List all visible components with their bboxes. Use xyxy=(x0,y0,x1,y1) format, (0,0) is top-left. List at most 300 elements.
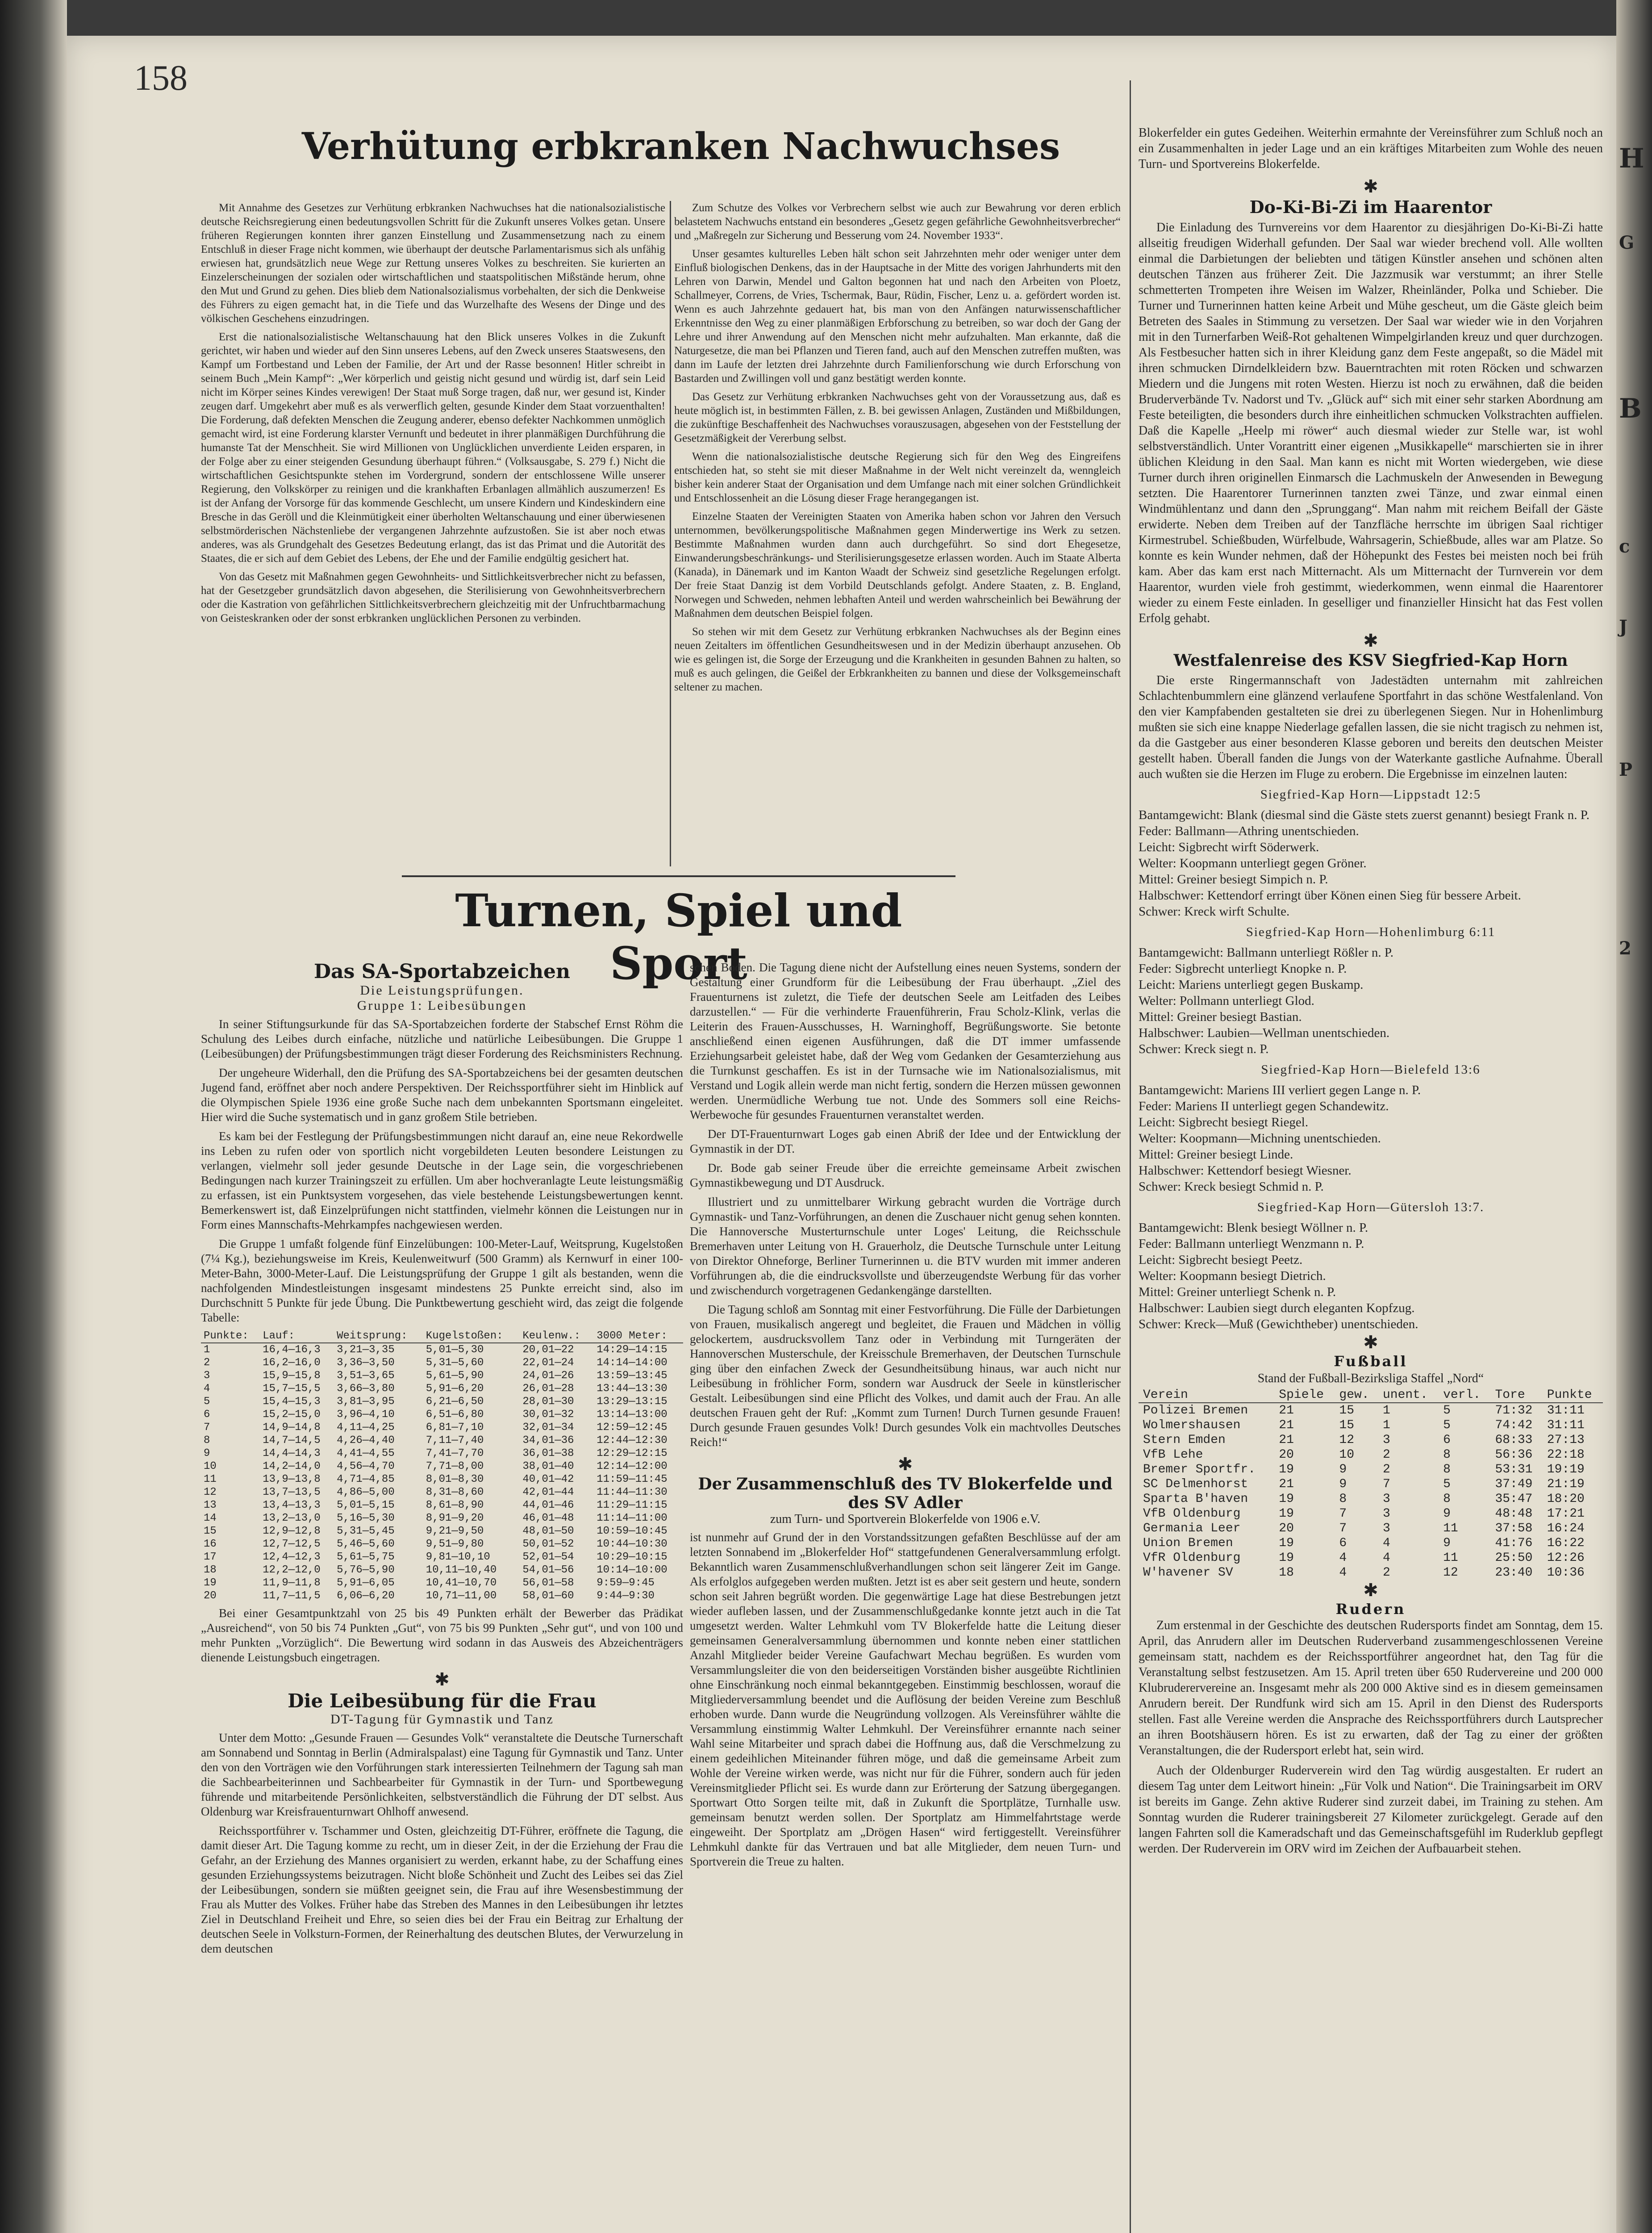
table-cell: 14,7—14,5 xyxy=(263,1434,321,1447)
column-divider xyxy=(670,201,671,866)
table-cell: 9:59—9:45 xyxy=(597,1577,655,1589)
table-cell: 13:44—13:30 xyxy=(597,1383,667,1395)
sa-paragraph: In seiner Stiftungsurkunde für das SA-Sportabzeichen forderte der Stabschef Ernst Röhm die Schulung des Leibes durch einfache, nützliche und natürliche Leibesübungen. Die Gruppe 1 (Leibesübungen) der Prüfungsbestimmungen trägt dieser Forderung des Reichsministers Rechnung. xyxy=(201,1017,683,1060)
westfalen-paragraph: Die erste Ringermannschaft von Jadestädten unternahm mit zahlreichen Schlachtenbummlern eine glänzend verlaufene Sportfahrt in das schöne Westfalenland. Von den vier Kampfabenden gestalteten sie drei zu überlegenen Siegen. Nur in Hohenlimburg mußten sie sich eine knappe Niederlage gefallen lassen, die sie nicht tragisch zu nehmen ist, da die Gastgeber aus einer besonderen Klasse geboren und bereits den deutschen Meister gestellt haben. Überall fanden die Jungs von der Waterkante gastliche Aufnahme. Überall auch wußten sie die Herzen im Fluge zu erobern. Die Ergebnisse im einzelnen lauten: xyxy=(1139,673,1603,781)
table-cell: 5,16—5,30 xyxy=(337,1512,395,1524)
table-cell: 5 xyxy=(1443,1404,1451,1418)
section-rule xyxy=(402,875,955,877)
league-table-column-header: Punkte xyxy=(1543,1388,1603,1403)
table-cell: 10:14—10:00 xyxy=(597,1564,667,1576)
table-cell: 5 xyxy=(1443,1477,1451,1491)
match-line: Welter: Pollmann unterliegt Glod. xyxy=(1139,994,1314,1008)
table-row xyxy=(201,1343,683,1356)
match-line: Mittel: Greiner unterliegt Schenk n. P. xyxy=(1139,1285,1336,1299)
match-line: Feder: Mariens II unterliegt gegen Schandewitz. xyxy=(1139,1099,1389,1113)
merger-subheading: zum Turn- und Sportverein Blokerfelde von 1906 e.V. xyxy=(770,1512,1041,1526)
points-table-column-header: 3000 Meter: xyxy=(594,1330,683,1343)
intro-paragraph: Mit Annahme des Gesetzes zur Verhütung erbkranken Nachwuchses hat die nationalsozialistische deutsche Reichsregierung einen bedeutungsvollen Schritt für die Zukunft unseres Volkes getan. Unsere früheren Regierungen konnten ihrer ganzen Einstellung und Zusammensetzung nach zu einem Entschluß in dieser Frage nicht kommen, wie überhaupt der deutsche Parlamentarismus sich als unfähig erwiesen hat, grundsätzlich neue Wege zur Rettung unseres Volkes zu beschreiten. Sie kurierten an Einzelerscheinungen der sozialen oder wirtschaftlichen und staatspolitischen Mißstände herum, ohne den Mut und Grund zu gehen. Dies blieb dem Nationalsozialismus vorbehalten, der sich die Denkweise des Führers zu eigen gemacht hat, in die Tiefe und das Wurzelhafte des Wesens der Dinge und des völkischen Geschehens einzudringen. xyxy=(201,202,666,325)
table-cell: 8 xyxy=(1339,1492,1347,1506)
match-header: Siegfried-Kap Horn—Bielefeld 13:6 xyxy=(1261,1062,1481,1077)
table-cell: 17:21 xyxy=(1547,1507,1585,1521)
table-cell: 5,61—5,75 xyxy=(337,1551,395,1563)
table-cell: 3 xyxy=(1382,1492,1390,1506)
table-cell: 13 xyxy=(204,1499,217,1511)
table-cell: 50,01—52 xyxy=(522,1538,574,1550)
separator-star: ✱ xyxy=(1363,1580,1378,1601)
table-cell: 37:58 xyxy=(1495,1522,1533,1535)
edge-fragment: c xyxy=(1619,536,1630,557)
table-cell: 14:29—14:15 xyxy=(597,1344,667,1356)
intro-paragraph: Von das Gesetz mit Maßnahmen gegen Gewohnheits- und Sittlichkeitsverbrecher nicht zu befassen, hat der Gesetzgeber grundsätzlich davon abgesehen, die Sterilisierung von Gewohnheitsverbrechern oder die Kastration von gefährlichen Sittlichkeitsverbrechern gleichzeitig mit der Unfruchtbarmachung von Geisteskranken oder der sonst erbkranken unglücklichen Personen zu verbinden. xyxy=(201,571,665,624)
table-cell: 12:26 xyxy=(1547,1551,1585,1565)
separator-star: ✱ xyxy=(1363,631,1378,651)
table-cell: 8 xyxy=(1443,1448,1451,1462)
separator-star: ✱ xyxy=(1363,1332,1378,1353)
table-row xyxy=(1139,1447,1603,1462)
table-row xyxy=(201,1538,683,1551)
table-cell: VfB Oldenburg xyxy=(1143,1507,1241,1521)
league-table-column-header: verl. xyxy=(1439,1388,1490,1403)
frau-heading: Die Leibesübung für die Frau xyxy=(288,1690,597,1712)
table-cell: 19 xyxy=(1279,1507,1294,1521)
table-cell: 1 xyxy=(204,1344,210,1356)
table-cell: 2 xyxy=(204,1357,210,1369)
sa-paragraph: Es kam bei der Festlegung der Prüfungsbestimmungen nicht darauf an, eine neue Rekordwelle ins Leben zu rufen oder von sportlich nicht vorgebildeten Leuten besondere Leistungen zu verlangen, vielmehr soll jeder gesunde Deutsche in der Lage sein, die vorgeschriebenen Bedingungen nach kurzer Trainingszeit zu erfüllen. Um aber hochveranlagte Leute leistungsmäßig zu erfassen, ist ein Punktsystem vorgesehen, das viele bestehende Leistungsbewertungen kennt. Bemerkenswert ist, daß Einzelprüfungen nicht stattfinden, vielmehr können die Leistungen nur in Form eines Mannschafts-Mehrkampfes nachgewiesen werden. xyxy=(201,1129,683,1231)
match-line: Schwer: Kreck besiegt Schmid n. P. xyxy=(1139,1179,1324,1194)
points-table-column-header: Punkte: xyxy=(201,1330,260,1343)
table-cell: 19 xyxy=(204,1577,217,1589)
table-cell: 21 xyxy=(1279,1433,1294,1447)
match-line: Feder: Ballmann—Athring unentschieden. xyxy=(1139,824,1359,838)
table-cell: 20 xyxy=(204,1590,217,1602)
table-cell: 11 xyxy=(1443,1522,1458,1535)
points-table-column-header: Kugelstoßen: xyxy=(423,1330,520,1343)
table-cell: 22:18 xyxy=(1547,1448,1585,1462)
table-row xyxy=(1139,1418,1603,1433)
table-cell: 8 xyxy=(204,1434,210,1447)
table-cell: 71:32 xyxy=(1495,1404,1533,1418)
table-cell: 8,91—9,20 xyxy=(426,1512,484,1524)
intro-paragraph: Unser gesamtes kulturelles Leben hält schon seit Jahrzehnten mehr oder weniger unter dem Einfluß biologischen Denkens, das in der Hauptsache in der Mitte des vorigen Jahrhunderts mit den Lehren von Darwin, Mendel und Galton begonnen hat und nach den Arbeiten von Ploetz, Schallmeyer, Correns, de Vries, Tschermak, Baur, Rüdin, Fischer, Lenz u. a. gefördert worden ist. Wenn es auch Jahrzehnte gedauert hat, bis man von den Anfängen naturwissenschaftlicher Erkenntnisse den Weg zu einer planmäßigen Erbforschung zu betreiben, so war doch der Gang der Lehre und ihrer Anwendung auf den Menschen nicht mehr aufzuhalten. Man erkannte, daß die Naturgesetze, die man bei Pflanzen und Tieren fand, auch auf den Menschen zutreffen mußten, was dann im Laufe der letzten drei Jahrzehnte durch Familienforschung wie durch Erforschung von Bastarden und Zwillingen voll und ganz bestätigt werden konnte. xyxy=(674,248,1121,385)
table-cell: 7 xyxy=(1339,1522,1347,1535)
table-row xyxy=(1139,1433,1603,1447)
sa-heading: Das SA-Sportabzeichen xyxy=(313,960,571,983)
table-cell: 2 xyxy=(1382,1463,1390,1476)
table-cell: 6,21—6,50 xyxy=(426,1396,484,1408)
table-row xyxy=(1139,1536,1603,1551)
table-cell: 21:19 xyxy=(1547,1477,1585,1491)
merger-heading: Der Zusammenschluß des TV Blokerfelde und des SV Adler xyxy=(698,1475,1113,1512)
table-cell: 21 xyxy=(1279,1418,1294,1432)
table-cell: 6 xyxy=(1339,1536,1347,1550)
frau-subheading: DT-Tagung für Gymnastik und Tanz xyxy=(330,1712,554,1727)
table-cell: 12:14—12:00 xyxy=(597,1460,667,1472)
separator-star: ✱ xyxy=(1363,176,1378,197)
edge-fragment: H xyxy=(1619,143,1644,174)
match-line: Schwer: Kreck—Muß (Gewichtheber) unentschieden. xyxy=(1139,1317,1418,1331)
match-line: Leicht: Sigbrecht besiegt Peetz. xyxy=(1139,1253,1303,1267)
table-cell: 6 xyxy=(204,1409,210,1421)
table-cell: 11:14—11:00 xyxy=(597,1512,667,1524)
table-cell: Bremer Sportfr. xyxy=(1143,1463,1256,1476)
table-cell: 13,4—13,3 xyxy=(263,1499,321,1511)
match-line: Bantamgewicht: Ballmann unterliegt Rößler n. P. xyxy=(1139,945,1394,960)
table-cell: 15 xyxy=(1339,1418,1355,1432)
match-header: Siegfried-Kap Horn—Gütersloh 13:7. xyxy=(1257,1200,1485,1214)
table-cell: 9,51—9,80 xyxy=(426,1538,484,1550)
table-cell: 20,01—22 xyxy=(522,1344,574,1356)
separator-star: ✱ xyxy=(434,1669,450,1690)
table-cell: 3,51—3,65 xyxy=(337,1370,395,1382)
table-row xyxy=(201,1512,683,1525)
book-spine xyxy=(0,0,67,2233)
table-cell: 4 xyxy=(1339,1566,1347,1580)
table-cell: 5,91—6,20 xyxy=(426,1383,484,1395)
intro-column-1 xyxy=(201,201,665,630)
table-cell: 15,4—15,3 xyxy=(263,1396,321,1408)
table-cell: 9 xyxy=(1339,1463,1347,1476)
table-cell: 10 xyxy=(204,1460,217,1472)
frau-paragraph: schen Boden. Die Tagung diene nicht der Aufstellung eines neuen Systems, sondern der Gestaltung einer Grundform für die Leibesübung der Frau überhaupt. „Ziel des Frauenturnens ist zuletzt, die Tiefe der deutschen Seele am Leitfaden des Leibes darzustellen.“ — Für die verhinderte Frauenführerin, Frau Scholz-Klink, verlas die Leiterin des Frauen-Ausschusses, H. Warninghoff, Begrüßungsworte. Sie betonte anschließend einen eigenen Ausführungen, daß die DT immer umfassende Erziehungsarbeit geleistet habe, daß der Weg vom Gedanken der Gesamterziehung aus die Turnkunst geschaffen. Es ist in der Turnsache wie im Nationalsozialismus, mit Verstand und Logik allein werde man nicht fertig, sondern die Herzen müssen gewonnen werden. Unermüdliche Werbung tue not. Unde des Sommers soll eine Reichs-Werbewoche für gesundes Frauenturnen veranstaltet werden. xyxy=(690,961,1121,1121)
match-line: Leicht: Sigbrecht besiegt Riegel. xyxy=(1139,1115,1309,1129)
table-cell: 3,96—4,10 xyxy=(337,1409,395,1421)
table-cell: 2 xyxy=(1382,1566,1390,1580)
table-cell: 8 xyxy=(1443,1492,1451,1506)
sa-paragraph: Bei einer Gesamtpunktzahl von 25 bis 49 Punkten erhält der Bewerber das Prädikat „Ausreichend“, von 50 bis 74 Punkten „Gut“, von 75 bis 99 Punkten „Sehr gut“, und von 100 und mehr Punkten „Vorzüglich“. Die Bewertung wird sodann in das Ausweis des Abzeichenträgers dienende Leistungsbuch eingetragen. xyxy=(201,1606,683,1664)
table-cell: 13:29—13:15 xyxy=(597,1396,667,1408)
table-cell: 7,71—8,00 xyxy=(426,1460,484,1472)
table-cell: Germania Leer xyxy=(1143,1522,1241,1535)
table-cell: 15,9—15,8 xyxy=(263,1370,321,1382)
table-cell: 10:59—10:45 xyxy=(597,1525,667,1537)
match-line: Schwer: Kreck siegt n. P. xyxy=(1139,1042,1269,1056)
table-cell: 3 xyxy=(204,1370,210,1382)
table-cell: Stern Emden xyxy=(1143,1433,1226,1447)
rudern-heading: Rudern xyxy=(1335,1601,1406,1618)
table-cell: 52,01—54 xyxy=(522,1551,574,1563)
table-row xyxy=(201,1499,683,1512)
table-cell: 42,01—44 xyxy=(522,1486,574,1498)
table-cell: 19 xyxy=(1279,1463,1294,1476)
column-divider xyxy=(1130,80,1131,2233)
table-row xyxy=(1139,1462,1603,1477)
table-cell: 10 xyxy=(1339,1448,1355,1462)
rudern-paragraph: Auch der Oldenburger Ruderverein wird den Tag würdig ausgestalten. Er rudert an diesem Tag unter dem Leitwort hinein: „Für Volk und Nation“. Die Trainingsarbeit im ORV ist bereits im Gange. Zehn aktive Ruderer sind zurzeit dabei, im Training zu stehen. Am Sonntag wurden die Ruderer trainingsbereit 27 Kilometer zurückgelegt. Gerade auf den langen Fahrten soll die Kameradschaft und das Gemeinschaftsgefühl im Ruderklub gepflegt werden. Der Ruderverein im ORV wird im Zeichen der Aufbauarbeit stehen. xyxy=(1139,1764,1603,1856)
table-cell: 18:20 xyxy=(1547,1492,1585,1506)
edge-fragment: G xyxy=(1619,232,1635,253)
table-cell: 31:11 xyxy=(1547,1418,1585,1432)
table-cell: 16:24 xyxy=(1547,1522,1585,1535)
table-row xyxy=(201,1589,683,1602)
table-cell: 12 xyxy=(1443,1566,1458,1580)
table-cell: 12:29—12:15 xyxy=(597,1447,667,1459)
table-cell: 10:36 xyxy=(1547,1566,1585,1580)
match-line: Leicht: Mariens unterliegt gegen Buskamp. xyxy=(1139,978,1364,992)
table-row xyxy=(1139,1551,1603,1565)
intro-column-2 xyxy=(674,201,1121,698)
table-cell: Union Bremen xyxy=(1143,1536,1233,1550)
match-line: Halbschwer: Kettendorf erringt über Könen einen Sieg für bessere Arbeit. xyxy=(1139,888,1521,903)
table-cell: 74:42 xyxy=(1495,1418,1533,1432)
table-cell: 21 xyxy=(1279,1477,1294,1491)
table-cell: 5,61—5,90 xyxy=(426,1370,484,1382)
table-cell: 34,01—36 xyxy=(522,1434,574,1447)
table-cell: 10,11—10,40 xyxy=(426,1564,497,1576)
haarentor-paragraph: Die Einladung des Turnvereins vor dem Haarentor zu diesjährigen Do-Ki-Bi-Zi hatte allseitig freudigen Widerhall gefunden. Der Saal war wieder brechend voll. Alle wollten einmal die Darbietungen der beliebten und tätigen Künstler ansehen und schönen alten deutschen Tänzen aus früherer Zeit. Die Jazzmusik war verstummt; an ihrer Stelle schmetterten Trompeten ihre Weisen im Walzer, Rheinländer, Polka und Schieber. Die Turner und Turnerinnen hatten keine Arbeit und Mühe gescheut, um die Gäste gleich beim Betreten des Saales in Stimmung zu versetzen. Der Saal war wieder wie in den Vorjahren mit in den Turnerfarben Weiß-Rot gehaltenen Wimpelgirlanden kreuz und quer durchzogen. Als Festbesucher hatten sich in ihrer Kleidung ganz dem Feste angepaßt, so die Mädel mit ihren schmucken Dirndelkleidern bzw. Bauerntrachten mit roten Röcken und schwarzen Miedern und die Jungens mit roten Westen. Hierzu ist noch zu erwähnen, daß die beiden Bruderverbände Tv. Nadorst und Tv. „Glück auf“ sich mit einer sehr starken Abordnung am Feste beteiligten, die besonders durch ihre einheitlichen schmucken Volkstrachten auffielen. Daß die Kapelle „Heelp mi röwer“ auch diesmal wieder zur Stelle war, ist wohl selbstverständlich. Unter Vorantritt einer eigenen „Musikkapelle“ marschierten sie in ihrer üblichen Kleidung in den Saal. Man kann es nicht mit Worten wiedergeben, wie diese Turner durch ihren originellen Einmarsch die Lachmuskeln der Anwesenden in Bewegung setzten. Die Haarentorer Turnerinnen tanzten zwei Tänze, und zwar einmal einen Windmühlentanz und dann den „Sprunggang“. Man nahm mit reichem Beifall der Gäste erwiderte. Neben dem Treiben auf der Tanzfläche herrschte im übrigen Saal richtiger Kirmestrubel. Schießbuden, Würfelbude, Wahrsagerin, Schießbude, alles war am Platze. So konnte es kein Wunder nehmen, daß der Höhepunkt des Festes bei meisten noch bei früh kam. Aber das kam erst nach Mitternacht. Als um Mitternacht der Turnverein vor dem Haarentor, wurden viele froh gestimmt, wiederkommen, wenn einmal die Haarentorer wieder zu einem Feste einladen. In geselliger und finanzieller Hinsicht hat das Fest vollen Erfolg gehabt. xyxy=(1139,221,1603,625)
edge-fragment: J xyxy=(1619,616,1627,637)
table-cell: 11,7—11,5 xyxy=(263,1590,321,1602)
table-cell: 4,86—5,00 xyxy=(337,1486,395,1498)
table-cell: 4,26—4,40 xyxy=(337,1434,395,1447)
table-cell: 13,7—13,5 xyxy=(263,1486,321,1498)
table-cell: 12:44—12:30 xyxy=(597,1434,667,1447)
frau-paragraph: Dr. Bode gab seiner Freude über die erreichte gemeinsame Arbeit zwischen Gymnastikbewegung und DT Ausdruck. xyxy=(690,1161,1121,1189)
middle-column xyxy=(690,960,1121,1873)
table-cell: 25:50 xyxy=(1495,1551,1533,1565)
table-cell: 38,01—40 xyxy=(522,1460,574,1472)
table-cell: 11:44—11:30 xyxy=(597,1486,667,1498)
table-cell: 4,41—4,55 xyxy=(337,1447,395,1459)
merger-closing-paragraph: Blokerfelder ein gutes Gedeihen. Weiterhin ermahnte der Vereinsführer zum Schluß noch an ein Zusammenhalten in jeder Lage und an ein kräftiges Mitarbeiten zum Wohle des neuen Turn- und Sportvereins Blokerfelde. xyxy=(1139,126,1603,171)
table-row xyxy=(201,1382,683,1395)
table-cell: 12 xyxy=(1339,1433,1355,1447)
table-cell: 5,31—5,45 xyxy=(337,1525,395,1537)
table-cell: 15 xyxy=(1339,1404,1355,1418)
table-row xyxy=(201,1525,683,1538)
table-cell: 11:29—11:15 xyxy=(597,1499,667,1511)
table-row xyxy=(1139,1521,1603,1536)
table-cell: 4 xyxy=(1339,1551,1347,1565)
table-row xyxy=(201,1473,683,1486)
league-table-column-header: Spiele xyxy=(1274,1388,1335,1403)
points-table-column-header: Keulenw.: xyxy=(520,1330,594,1343)
table-cell: 5,91—6,05 xyxy=(337,1577,395,1589)
league-table xyxy=(1139,1388,1603,1580)
league-table-column-header: gew. xyxy=(1335,1388,1378,1403)
table-cell: 10:29—10:15 xyxy=(597,1551,667,1563)
table-cell: 16,4—16,3 xyxy=(263,1344,321,1356)
table-cell: 10,71—11,00 xyxy=(426,1590,497,1602)
table-cell: 20 xyxy=(1279,1522,1294,1535)
table-cell: 10:44—10:30 xyxy=(597,1538,667,1550)
table-cell: Polizei Bremen xyxy=(1143,1404,1248,1418)
table-cell: VfB Lehe xyxy=(1143,1448,1203,1462)
table-cell: 54,01—56 xyxy=(522,1564,574,1576)
table-cell: 8,61—8,90 xyxy=(426,1499,484,1511)
league-table-column-header: unent. xyxy=(1378,1388,1439,1403)
table-cell: 13:14—13:00 xyxy=(597,1409,667,1421)
table-cell: 3,36—3,50 xyxy=(337,1357,395,1369)
table-cell: 28,01—30 xyxy=(522,1396,574,1408)
table-cell: 56:36 xyxy=(1495,1448,1533,1462)
table-row xyxy=(201,1395,683,1408)
table-cell: 15,2—15,0 xyxy=(263,1409,321,1421)
table-cell: 32,01—34 xyxy=(522,1422,574,1434)
match-line: Bantamgewicht: Blank (diesmal sind die Gäste stets zuerst genannt) besiegt Frank n. P. xyxy=(1139,808,1589,822)
table-cell: 12 xyxy=(204,1486,217,1498)
table-cell: 4 xyxy=(204,1383,210,1395)
table-cell: 16,2—16,0 xyxy=(263,1357,321,1369)
intro-paragraph: Wenn die nationalsozialistische deutsche Regierung sich für den Weg des Eingreifens entschieden hat, so steht sie mit dieser Maßnahme in der Welt nicht vereinzelt da, wenngleich bisher kein anderer Staat der Organisation und dem Umfange nach mit einer solchen Gründlichkeit und Entschlossenheit an die Lösung dieser Frage herangegangen ist. xyxy=(674,451,1121,504)
table-cell: 6,51—6,80 xyxy=(426,1409,484,1421)
table-cell: 19 xyxy=(1279,1492,1294,1506)
table-cell: 8 xyxy=(1443,1463,1451,1476)
edge-fragment: B xyxy=(1619,393,1642,424)
table-cell: 8,01—8,30 xyxy=(426,1473,484,1485)
table-cell: 24,01—26 xyxy=(522,1370,574,1382)
separator-star: ✱ xyxy=(897,1454,913,1475)
table-cell: 14,2—14,0 xyxy=(263,1460,321,1472)
match-line: Welter: Koopmann—Michning unentschieden. xyxy=(1139,1131,1381,1146)
table-cell: 9 xyxy=(1443,1536,1451,1550)
table-cell: 5,01—5,30 xyxy=(426,1344,484,1356)
frau-paragraph: Die Tagung schloß am Sonntag mit einer Festvorführung. Die Fülle der Darbietungen von Frauen, musikalisch angeregt und begleitet, die Frauen und Mädchen in völlig gelockertem, ausdrucksvollem Tanz oder in Verbindung mit Turngeräten der Hannoverschen Musterschule, der Kreisschule Bremerhaven, der Deutschen Turnschule ging über den einfachen Zweck der Gesundheitsübung hinaus, war auch nicht nur Leibesübung in fröhlicher Form, sondern war Ausdruck der Seele in künstlerischer Gestalt. Leibesübungen sind eine Pflicht des Volkes, und damit auch der Frau. An alle deutschen Frauen geht der Ruf: „Kommt zum Turnen! Durch Turnen gesunde Frauen! Durch gesunde Frauen gesundes Volk! Durch gesundes Volk ein machtvolles Deutsches Reich!“ xyxy=(690,1303,1121,1449)
match-line: Mittel: Greiner besiegt Bastian. xyxy=(1139,1010,1302,1024)
table-cell: 6,06—6,20 xyxy=(337,1590,395,1602)
match-line: Mittel: Greiner besiegt Simpich n. P. xyxy=(1139,872,1328,887)
table-cell: 48,01—50 xyxy=(522,1525,574,1537)
table-cell: 3 xyxy=(1382,1507,1390,1521)
table-cell: 13:59—13:45 xyxy=(597,1370,667,1382)
sa-paragraph: Die Gruppe 1 umfaßt folgende fünf Einzelübungen: 100-Meter-Lauf, Weitsprung, Kugelstoßen (7¼ Kg.), beziehungsweise im Kreis, Keulenweitwurf (500 Gramm) als Kernwurf in einer 100-Meter-Bahn, 3000-Meter-Lauf. Die Leistungsprüfung der Gruppe 1 gilt als bestanden, wenn die nachfolgenden Mindestleistungen insgesamt mindestens 25 Punkte erreicht sind, also im Durchschnitt 5 Punkte für jede Übung. Die Punktbewertung geschieht wird, das zeigt die folgende Tabelle: xyxy=(201,1237,683,1324)
match-line: Halbschwer: Laubien—Wellman unentschieden. xyxy=(1139,1026,1390,1040)
table-cell: 23:40 xyxy=(1495,1566,1533,1580)
table-cell: 12,7—12,5 xyxy=(263,1538,321,1550)
table-cell: Sparta B'haven xyxy=(1143,1492,1248,1506)
newspaper-page xyxy=(67,36,1616,2233)
table-cell: 27:13 xyxy=(1547,1433,1585,1447)
sa-article xyxy=(201,960,683,1961)
rudern-paragraph: Zum erstenmal in der Geschichte des deutschen Rudersports findet am Sonntag, dem 15. April, das Anrudern aller im Deutschen Ruderverband zusammengeschlossenen Vereine gemeinsam statt, nachdem es der Reichssportführer angeordnet hat, den Tag für die Veranstaltung selbst festzusetzen. Am 15. April treten über 650 Rudervereine und 200 000 Klubruderervereine an. Insgesamt mehr als 200 000 Aktive sind es in diesem gemeinsamen Anrudern bereit. Der Rundfunk wird sich am 15. April in den Dienst des Rudersports stellen. Fast alle Vereine werden die Ansprache des Reichssportführers durch Lautsprecher an ihren Bootshäusern hören. Es ist zu erwarten, daß der Tag zu einer der größten Veranstaltungen, die der Rudersport erlebt hat, sein wird. xyxy=(1139,1618,1603,1757)
table-cell: 5,01—5,15 xyxy=(337,1499,395,1511)
match-line: Leicht: Sigbrecht wirft Söderwerk. xyxy=(1139,840,1319,854)
match-line: Schwer: Kreck wirft Schulte. xyxy=(1139,904,1290,919)
table-cell: 19:19 xyxy=(1547,1463,1585,1476)
table-cell: Wolmershausen xyxy=(1143,1418,1241,1432)
match-line: Halbschwer: Laubien siegt durch eleganten Kopfzug. xyxy=(1139,1301,1415,1315)
frau-paragraph: Unter dem Motto: „Gesunde Frauen — Gesundes Volk“ veranstaltete die Deutsche Turnerschaft am Sonnabend und Sonntag in Berlin (Admiralspalast) eine Tagung für Gymnastik und Tanz. Unter den von den Vorträgen wie den Vorführungen stark interessierten Teilnehmern der Tagung sah man die Sachbearbeiterinnen und Sachbearbeiter für Gymnastik in der Turn- und Sportbewegung führende und mitarbeitende Persönlichkeiten, selbstverständlich die Führung der DT selbst. Aus Oldenburg war Kreisfrauenturnwart Ohlhoff anwesend. xyxy=(201,1731,683,1818)
table-cell: 19 xyxy=(1279,1536,1294,1550)
table-cell: 14,4—14,3 xyxy=(263,1447,321,1459)
table-cell: 9 xyxy=(204,1447,210,1459)
table-cell: 3 xyxy=(1382,1433,1390,1447)
match-header: Siegfried-Kap Horn—Lippstadt 12:5 xyxy=(1260,787,1481,802)
points-table xyxy=(201,1330,683,1602)
intro-paragraph: Das Gesetz zur Verhütung erbkranken Nachwuchses geht von der Voraussetzung aus, daß es heute möglich ist, in bestimmten Fällen, z. B. bei gewissen Anlagen, Zuständen und Mißbildungen, die zukünftige Beschaffenheit des Nachwuchses vorauszusagen, abgesehen von der Feststellung der Gesetzmäßigkeit der Vererbung selbst. xyxy=(674,391,1121,444)
frau-paragraph: Illustriert und zu unmittelbarer Wirkung gebracht wurden die Vorträge durch Gymnastik- und Tanz-Vorführungen, an denen die Zuschauer nicht genug sehen konnten. Die Hannoversche Musterturnschule unter Loges' Leitung, die Reichsschule Bremerhaven unter Leitung von H. Grauerholz, die Deutsche Turnschule unter Leitung von Direktor Ohneforge, Berliner Turnerinnen u. die BTV wurden mit immer anderen Vorführungen ab, die die eindrucksvollste und überzeugendste Werbung für das vorher und zwischendurch vorgetragenen Gedankengänge darstellten. xyxy=(690,1195,1121,1297)
table-row xyxy=(201,1486,683,1499)
table-cell: 15,7—15,5 xyxy=(263,1383,321,1395)
match-line: Mittel: Greiner besiegt Linde. xyxy=(1139,1147,1293,1162)
intro-paragraph: Zum Schutze des Volkes vor Verbrechern selbst wie auch zur Bewahrung vor deren erblich belastetem Nachwuchs entstand ein besonderes „Gesetz gegen gefährliche Gewohnheitsverbrecher“ und „Maßregeln zur Sicherung und Besserung vom 24. November 1933“. xyxy=(674,202,1121,242)
intro-paragraph: Erst die nationalsozialistische Weltanschauung hat den Blick unseres Volkes in die Zukunft gerichtet, wir haben und wieder auf den Sinn unseres Lebens, auf den Zweck unseres Staatswesens, den Kampf um Fortbestand und Leben der Familie, der Art und der Rasse besonnen! Hitler schreibt in seinem Buch „Mein Kampf“: „Wer körperlich und geistig nicht gesund und würdig ist, darf sein Leid nicht im Körper seines Kindes verewigen! Der Staat muß Sorge tragen, daß nur, wer gesund ist, Kinder zeugen darf. Umgekehrt aber muß es als verwerflich gelten, gesunde Kinder dem Staat vorzuenthalten! Die Forderung, daß defekten Menschen die Zeugung anderer, ebenso defekter Nachkommen unmöglich gemacht wird, ist eine Forderung klarster Vernunft und bedeutet in ihrer planmäßigen Durchführung die humanste Tat der Menschheit. Sie wird Millionen von Unglücklichen unverdiente Leiden ersparen, in der Folge aber zu einer steigenden Gesundung überhaupt führen.“ (Volksausgabe, S. 279 f.) Nicht die wirtschaftlichen Gesichtspunkte stehen im Vordergrund, sondern der entschlossene Wille unserer Regierung, den Volkskörper zu reinigen und die krankhaften Erbanlagen allmählich auszumerzen! Es ist der Anfang der Vorsorge für das kommende Geschlecht, um unsere Kindern und Kindeskindern eine Bresche in das Geröll und die Kleinmütigkeit einer überholten Weltanschauung und einer überwiesenen selbstmörderischen Nächstenliebe der vergangenen Jahrzehnte aufzustoßen. Sie ist aber noch etwas anderes, was als Grundgehalt des Gesetzes Bedeutung erlangt, das ist das Primat und die Autorität des Staates, die er sich auf dem Gebiet des Lebens, der Ehe und der Familie endgültig gesichert hat. xyxy=(201,331,665,565)
match-line: Welter: Koopmann unterliegt gegen Gröner. xyxy=(1139,856,1367,870)
sport-section-title: Turnen, Spiel und Sport xyxy=(455,884,902,990)
league-table-column-header: Tore xyxy=(1490,1388,1542,1403)
table-cell: 35:47 xyxy=(1495,1492,1533,1506)
table-cell: W'havener SV xyxy=(1143,1566,1233,1580)
table-row xyxy=(201,1421,683,1434)
match-header: Siegfried-Kap Horn—Hohenlimburg 6:11 xyxy=(1246,925,1496,939)
table-cell: 18 xyxy=(1279,1566,1294,1580)
table-cell: 5,76—5,90 xyxy=(337,1564,395,1576)
table-cell: 12,2—12,0 xyxy=(263,1564,321,1576)
table-cell: 11:59—11:45 xyxy=(597,1473,667,1485)
merger-paragraph: ist nunmehr auf Grund der in den Vorstandssitzungen gefaßten Beschlüsse auf der am letzten Sonnabend im „Blokerfelder Hof“ stattgefundenen Generalversammlung erfolgt. Bekanntlich waren Zusammenschlußverhandlungen schon seit längerer Zeit im Gange. Als erfolglos aufgegeben werden mußten. Jetzt ist es aber seit gestern und heute, sondern schon seit Jahren begrüßt worden. Die gegenwärtige Lage hat diese Bestrebungen jetzt wieder aufleben lassen, und der Zusammenschlußgedanke konnte jetzt auch in die Tat umgesetzt werden. Walter Lehmkuhl vom TV Blokerfelde hatte die Leitung dieser gemeinsamen Generalversammlung übernommen und konnte neben einer stattlichen Anzahl Mitglieder beider Vereine Gaufachwart Mechau begrüßen. Es wurden vom Versammlungsleiter die von den beiderseitigen Vorständen bisher ausgeübte Richtlinien ohne Einschränkung noch einmal bekanntgegeben. Einstimmig beschlossen, worauf die Mitgliederversammlung beendet und die Auflösung der beiden Vereine zum Beschluß erhoben wurde. Dann wurde die Neugründung vollzogen. Als Vereinsführer wählte die Versammlung einstimmig Walter Lehmkuhl. Der Vereinsführer ernannte nach seiner Wahl seine Mitarbeiter und sprach dabei die Hoffnung aus, daß die Verschmelzung zu einem gedeihlichen Miteinander führen möge, und daß die gemeinsame Arbeit zum Wohle der Vereine wirken werde, was nicht nur für die Führer, sondern auch für jeden Vereinsmitglieder Pflicht sei. Es wurde dann zur Erörterung der Satzung übergegangen. Sportwart Otto Sorgen teilte mit, daß in Zukunft die Sportplätze, Turnhalle usw. gemeinsam benutzt werden sollen. Der Sportplatz am Himmelfahrtstage werde eingeweiht. Der Sportplatz am „Drögen Hasen“ wird fertiggestellt. Vereinsführer Lehmkuhl dankte für das Vertrauen und bat alle Mitglieder, dem neuen Turn- und Sportverein die Treue zu halten. xyxy=(690,1530,1121,1868)
table-cell: 5 xyxy=(1443,1418,1451,1432)
table-cell: 9:44—9:30 xyxy=(597,1590,655,1602)
edge-fragment: 2 xyxy=(1619,938,1631,959)
table-row xyxy=(201,1408,683,1421)
match-results xyxy=(1139,786,1603,1332)
league-table-header xyxy=(1139,1388,1603,1403)
table-cell: 46,01—48 xyxy=(522,1512,574,1524)
table-cell: 10,41—10,70 xyxy=(426,1577,497,1589)
intro-paragraph: So stehen wir mit dem Gesetz zur Verhütung erbkranken Nachwuchses als der Beginn eines neuen Zeitalters im öffentlichen Gesundheitswesen und in der Medizin überhaupt anzusehen. Ob wie es gelingen ist, die Sorge der Erzeugung und die Krankheiten in gesunden Bahnen zu halten, so muß es auch gelingen, die Geißel der Erbkrankheiten zu bannen und diese der Volksgemeinschaft seltener zu machen. xyxy=(674,626,1121,693)
table-cell: 3,21—3,35 xyxy=(337,1344,395,1356)
table-cell: 13,2—13,0 xyxy=(263,1512,321,1524)
table-cell: 12,9—12,8 xyxy=(263,1525,321,1537)
table-cell: 4,71—4,85 xyxy=(337,1473,395,1485)
table-row xyxy=(1139,1477,1603,1492)
table-cell: 15 xyxy=(204,1525,217,1537)
league-table-column-header: Verein xyxy=(1139,1388,1274,1403)
table-row xyxy=(201,1460,683,1473)
table-cell: 8,31—8,60 xyxy=(426,1486,484,1498)
sa-paragraph: Der ungeheure Widerhall, den die Prüfung des SA-Sportabzeichens bei der gesamten deutschen Jugend fand, eröffnet aber noch andere Perspektiven. Der Reichssportführer sieht im Hinblick auf die Olympischen Spiele 1936 eine große Suche nach dem unbekannten Sportsmann eingeleitet. Hier wird die Suche systematisch und in ganz großem Stile betrieben. xyxy=(201,1066,683,1124)
table-cell: 41:76 xyxy=(1495,1536,1533,1550)
table-cell: 31:11 xyxy=(1547,1404,1585,1418)
table-cell: 30,01—32 xyxy=(522,1409,574,1421)
table-cell: 9,81—10,10 xyxy=(426,1551,490,1563)
table-cell: 58,01—60 xyxy=(522,1590,574,1602)
table-cell: 7 xyxy=(204,1422,210,1434)
points-table-column-header: Lauf: xyxy=(260,1330,334,1343)
table-cell: 5,46—5,60 xyxy=(337,1538,395,1550)
table-row xyxy=(201,1356,683,1369)
table-cell: 13,9—13,8 xyxy=(263,1473,321,1485)
table-cell: SC Delmenhorst xyxy=(1143,1477,1248,1491)
table-cell: 4,56—4,70 xyxy=(337,1460,395,1472)
table-row xyxy=(1139,1565,1603,1580)
main-title: Verhütung erbkranken Nachwuchses xyxy=(301,125,1060,168)
table-row xyxy=(201,1564,683,1576)
table-cell: 21 xyxy=(1279,1404,1294,1418)
edge-fragment: P xyxy=(1619,759,1633,780)
table-cell: 6 xyxy=(1443,1433,1451,1447)
adjacent-page-edge xyxy=(1616,0,1652,2233)
fussball-table-title: Stand der Fußball-Bezirksliga Staffel „Nord“ xyxy=(1257,1372,1484,1385)
table-cell: 40,01—42 xyxy=(522,1473,574,1485)
table-cell: VfR Oldenburg xyxy=(1143,1551,1241,1565)
table-cell: 9 xyxy=(1339,1477,1347,1491)
haarentor-heading: Do-Ki-Bi-Zi im Haarentor xyxy=(1249,197,1492,217)
table-cell: 11 xyxy=(1443,1551,1458,1565)
table-cell: 3,66—3,80 xyxy=(337,1383,395,1395)
table-cell: 4 xyxy=(1382,1536,1390,1550)
table-cell: 26,01—28 xyxy=(522,1383,574,1395)
table-cell: 2 xyxy=(1382,1448,1390,1462)
table-cell: 48:48 xyxy=(1495,1507,1533,1521)
table-cell: 7 xyxy=(1339,1507,1347,1521)
table-cell: 14,9—14,8 xyxy=(263,1422,321,1434)
table-cell: 5,31—5,60 xyxy=(426,1357,484,1369)
table-cell: 3 xyxy=(1382,1522,1390,1535)
table-cell: 7,11—7,40 xyxy=(426,1434,484,1447)
intro-paragraph: Einzelne Staaten der Vereinigten Staaten von Amerika haben schon vor Jahren den Versuch unternommen, bevölkerungspolitische Maßnahmen gegen Minderwertige ins Werk zu setzen. Bestimmte Maßnahmen wurden dann auch durchgeführt. So sind dort Ehegesetze, Einwanderungsbeschränkungs- und Sterilisierungsgesetze erlassen worden. Auch im Staate Alberta (Kanada), in Dänemark und im Kanton Waadt der Schweiz sind gesetzliche Regelungen erfolgt. Der freie Staat Danzig ist dem Vorbild Deutschlands gefolgt. Andere Staaten, z. B. England, Norwegen und Schweden, nehmen lebhaften Anteil und werden wahrscheinlich bei Bewährung der Maßnahmen dem deutschen Beispiel folgen. xyxy=(674,510,1121,619)
table-row xyxy=(1139,1403,1603,1418)
table-cell: 56,01—58 xyxy=(522,1577,574,1589)
